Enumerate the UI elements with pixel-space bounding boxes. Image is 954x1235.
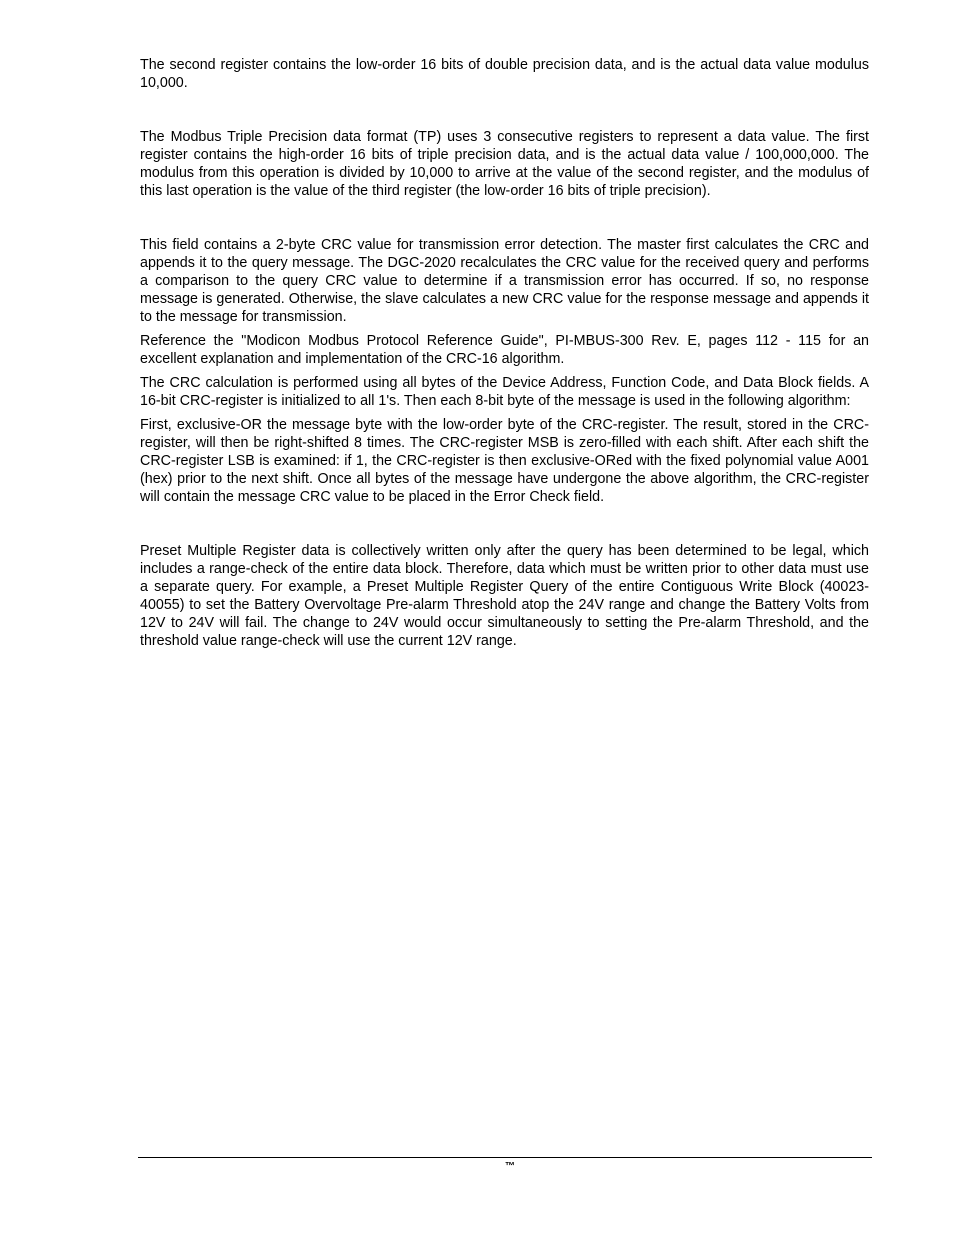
- paragraph-crc-reference: Reference the "Modicon Modbus Protocol Reference Guide", PI-MBUS-300 Rev. E, pages 112 - 115 for an excellent explanation and implementation of the CRC-16 algorithm.: [140, 333, 869, 367]
- paragraph-crc-field: This field contains a 2-byte CRC value for transmission error detection. The master first calculates the CRC and appends it to the query message. The DGC-2020 recalculates the CRC value for the received query and performs a comparison to the query CRC value to determine if a transmission error has occurred. If so, no response message is generated. Otherwise, the slave calculates a new CRC value for the response message and appends it to the message for transmission.: [140, 237, 869, 325]
- footer-divider: [138, 1157, 872, 1158]
- paragraph-crc-algorithm: First, exclusive-OR the message byte with the low-order byte of the CRC-register. The result, stored in the CRC-register, will then be right-shifted 8 times. The CRC-register MSB is zero-filled with each shift. After each shift the CRC-register LSB is examined: if 1, the CRC-register is then exclusive-ORed with the fixed polynomial value A001 (hex) prior to the next shift. Once all bytes of the message have undergone the above algorithm, the CRC-register will contain the message CRC value to be placed in the Error Check field.: [140, 417, 869, 505]
- footer-trademark: ™: [505, 1161, 515, 1172]
- paragraph-preset-multiple-register: Preset Multiple Register data is collectively written only after the query has been determined to be legal, which includes a range-check of the entire data block. Therefore, data which must be written prior to other data must use a separate query. For example, a Preset Multiple Register Query of the entire Contiguous Write Block (40023-40055) to set the Battery Overvoltage Pre-alarm Threshold atop the 24V range and change the Battery Volts from 12V to 24V will fail. The change to 24V would occur simultaneously to setting the Pre-alarm Threshold, and the threshold value range-check will use the current 12V range.: [140, 543, 869, 649]
- paragraph-triple-precision: The Modbus Triple Precision data format (TP) uses 3 consecutive registers to represent a data value. The first register contains the high-order 16 bits of triple precision data, and is the actual data value / 100,000,000. The modulus from this operation is divided by 10,000 to arrive at the value of the second register, and the modulus of this last operation is the value of the third register (the low-order 16 bits of triple precision).: [140, 129, 869, 199]
- paragraph-crc-calculation: The CRC calculation is performed using all bytes of the Device Address, Function Code, and Data Block fields. A 16-bit CRC-register is initialized to all 1's. Then each 8-bit byte of the message is used in the following algorithm:: [140, 375, 869, 409]
- page-content: [140, 56, 869, 650]
- paragraph-double-precision-second-register: The second register contains the low-order 16 bits of double precision data, and is the actual data value modulus 10,000.: [140, 57, 869, 91]
